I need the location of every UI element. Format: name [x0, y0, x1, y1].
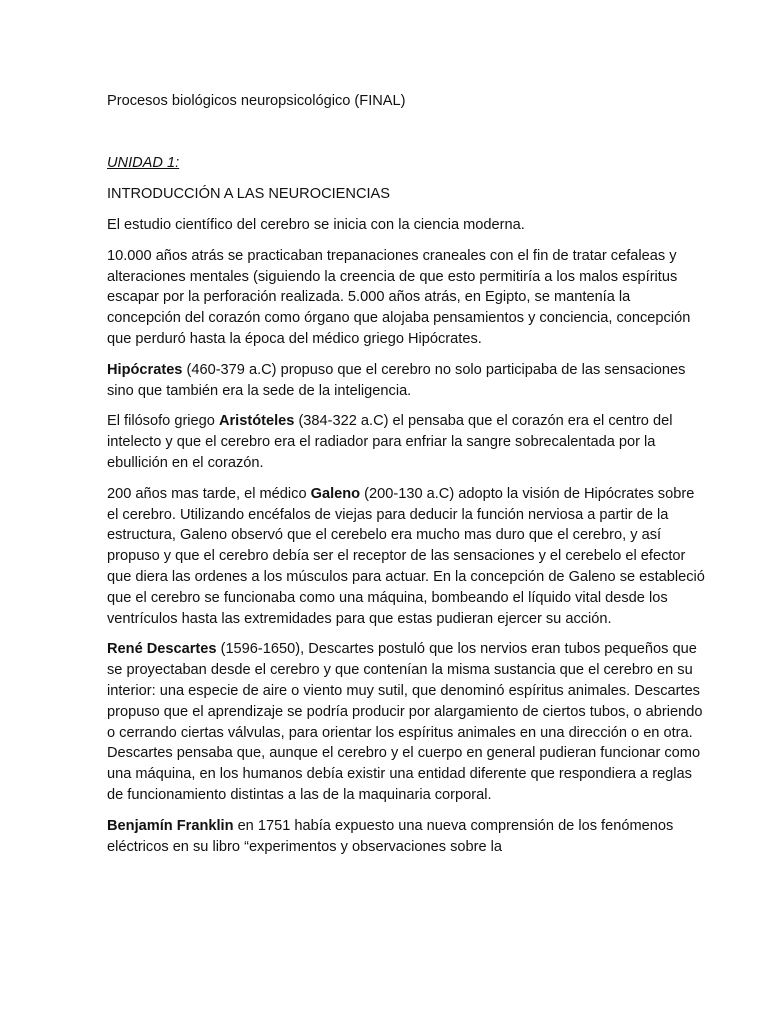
name-descartes: René Descartes: [107, 641, 217, 658]
paragraph-hipocrates: [107, 360, 708, 402]
paragraph-intro: El estudio científico del cerebro se inicia con la ciencia moderna.: [107, 217, 525, 233]
paragraph-descartes-text: (1596-1650), Descartes postuló que los nervios eran tubos pequeños que se proyectaban desde el cerebro y que contenían la misma sustancia que el cerebro en su interior: una especie de aire o viento muy sutil, que denominó espíritus animales. Descartes propuso que el aprendizaje se podría producir por alargamiento de ciertos tubos, o abriendo o cerrando ciertas válvulas, para orientar los espíritus animales en una dirección o en otra. Descartes pensaba que, aunque el cerebro y el cuerpo en general pudieran funcionar como una máquina, en los humanos debía existir una entidad diferente que respondiera a reglas de funcionamiento distintas a las de la maquinaria corporal.: [107, 641, 703, 803]
name-galeno: Galeno: [310, 485, 361, 502]
paragraph-trepanation: 10.000 años atrás se practicaban trepanaciones craneales con el fin de tratar cefaleas y alteraciones mentales (siguiendo la creencia de que esto permitiría a los malos espíritus escapar por la perforación realizada. 5.000 años atrás, en Egipto, se mantenía la concepción del corazón como órgano que alojaba pensamientos y conciencia, concepción que perduró hasta la época del médico griego Hipócrates.: [107, 247, 691, 347]
paragraph-aristoteles-text: (384-322 a.C) el pensaba que el corazón era el centro del intelecto y que el cerebro era el radiador para enfriar la sangre sobrecalentada por la ebullición en el corazón.: [107, 413, 673, 471]
paragraph-aristoteles-lead: El filósofo griego: [107, 413, 219, 430]
name-aristoteles: Aristóteles: [218, 413, 295, 430]
document-title: Procesos biológicos neuropsicológico (FINAL): [107, 93, 406, 109]
section-heading: INTRODUCCIÓN A LAS NEUROCIENCIAS: [107, 186, 391, 202]
paragraph-descartes: [107, 639, 708, 805]
unit-label: UNIDAD 1:: [107, 155, 180, 171]
paragraph-hipocrates-text: (460-379 a.C) propuso que el cerebro no solo participaba de las sensaciones sino que también era la sede de la inteligencia.: [107, 361, 686, 399]
name-franklin: Benjamín Franklin: [107, 817, 234, 834]
paragraph-franklin: [107, 816, 708, 858]
paragraph-franklin-text: en 1751 había expuesto una nueva comprensión de los fenómenos eléctricos en su libro “experimentos y observaciones sobre la: [107, 817, 674, 855]
paragraph-galeno-text: (200-130 a.C) adopto la visión de Hipócrates sobre el cerebro. Utilizando encéfalos de viejas para deducir la función nerviosa a partir de la estructura, Galeno observó que el cerebelo era mucho mas duro que el cerebro, y así propuso y que el cerebro debía ser el receptor de las sensaciones y el cerebelo el efector que diera las ordenes a los músculos para actuar. En la concepción de Galeno se estableció que el cerebro se funcionaba como una máquina, bombeando el líquido vital desde los ventrículos hasta las extremidades para que estas pudieran ejercer su acción.: [107, 485, 705, 627]
paragraph-aristoteles: [107, 411, 708, 473]
name-hipocrates: Hipócrates: [107, 361, 183, 378]
paragraph-galeno: [107, 484, 708, 630]
paragraph-galeno-lead: 200 años mas tarde, el médico: [107, 485, 311, 502]
